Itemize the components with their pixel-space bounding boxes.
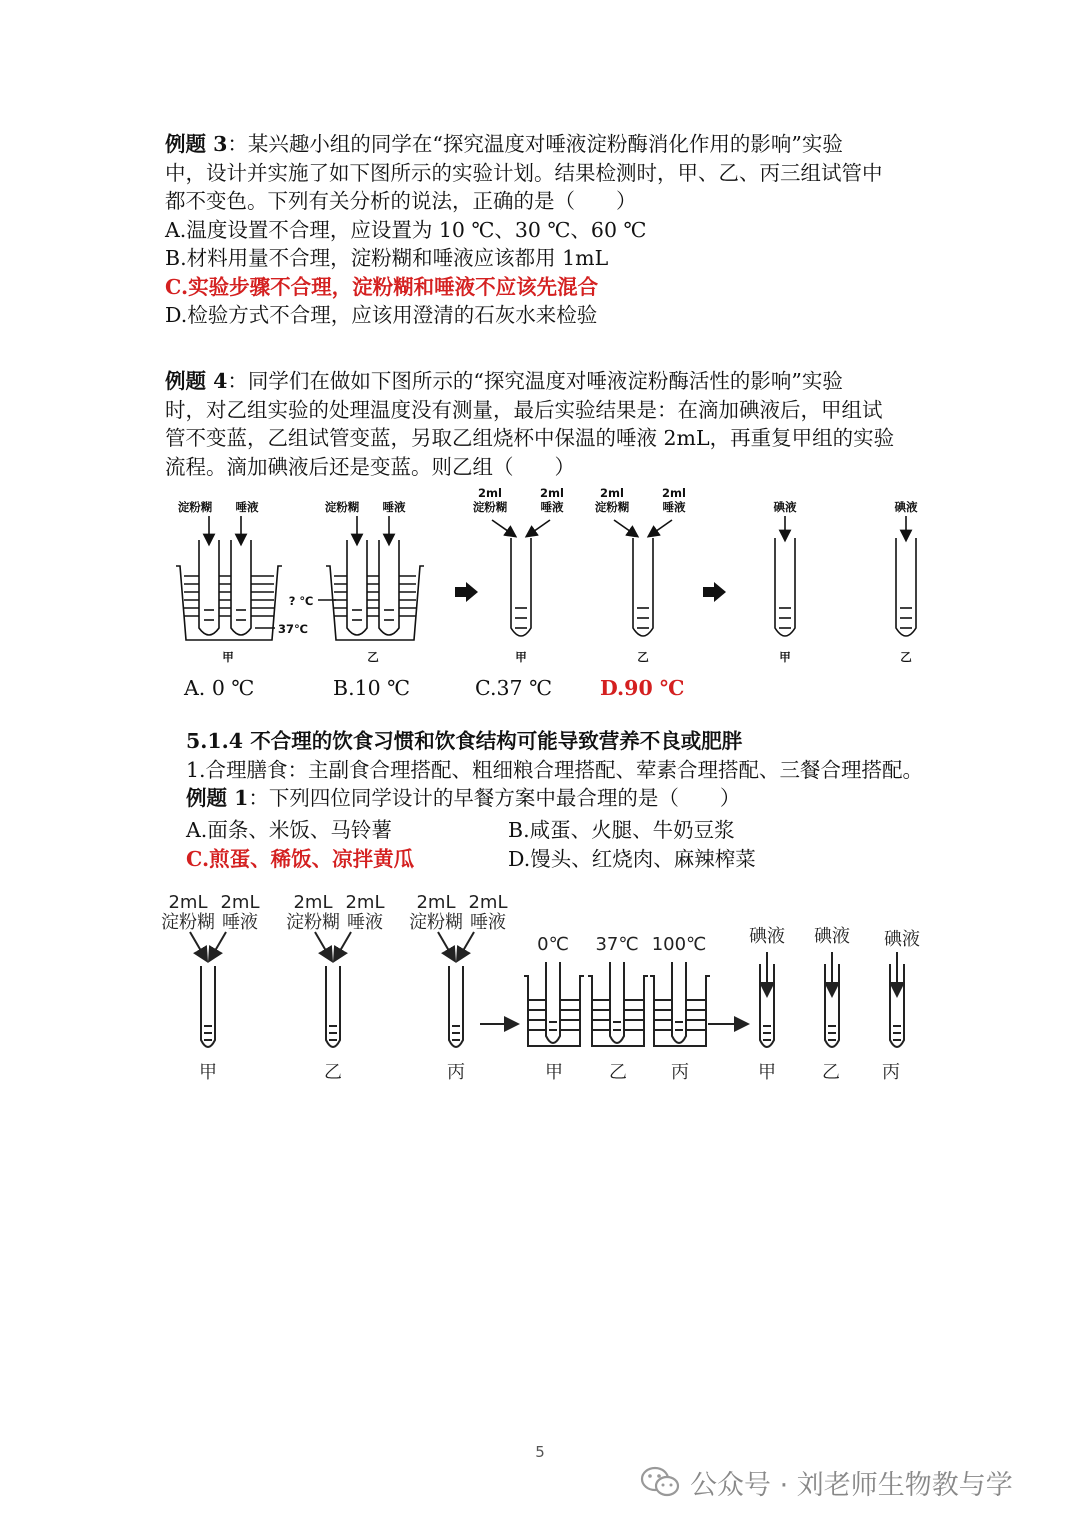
- fig2-starch-1: 淀粉糊: [161, 912, 215, 933]
- example4-line-4: 流程。滴加碘液后还是变蓝。则乙组（ ）: [165, 454, 575, 479]
- example1-option-a: A.面条、米饭、马铃薯: [186, 818, 392, 842]
- fig2-ml-1: 2mL: [168, 892, 208, 913]
- fig2-temp-100: 100℃: [651, 934, 707, 955]
- fig1-label-ml-3: 2ml: [600, 486, 624, 500]
- example3-line-3: 都不变色。下列有关分析的说法，正确的是（ ）: [165, 189, 637, 213]
- example4-line-1: 例题 4：同学们在做如下图所示的“探究温度对唾液淀粉酶活性的影响”实验: [165, 369, 843, 393]
- fig2-iodine-1: 碘液: [749, 926, 785, 947]
- fig1-temp-37: 37℃: [278, 622, 308, 636]
- fig2-label-jia-3: 甲: [758, 1062, 776, 1083]
- fig2-label-jia-1: 甲: [199, 1062, 217, 1083]
- example3-option-a: A.温度设置不合理，应设置为 10 ℃、30 ℃、60 ℃: [165, 217, 647, 242]
- fig2-saliva-2: 唾液: [347, 912, 383, 933]
- fig2-ml-6: 2mL: [468, 892, 508, 913]
- example3-line-1: 例题 3：某兴趣小组的同学在“探究温度对唾液淀粉酶消化作用的影响”实验: [165, 132, 843, 156]
- example3-option-c-answer: C.实验步骤不合理，淀粉糊和唾液不应该先混合: [165, 274, 599, 299]
- fig1-label-ml-4: 2ml: [662, 486, 686, 500]
- section-point-1: 1.合理膳食：主副食合理搭配、粗细粮合理搭配、荤素合理搭配、三餐合理搭配。: [186, 757, 924, 782]
- fig1-group-yi-2: 乙: [637, 650, 649, 664]
- fig1-label-saliva-2: 唾液: [382, 500, 406, 514]
- fig1-label-starch-1: 淀粉糊: [177, 500, 213, 514]
- example1-option-c-answer: C.煎蛋、稀饭、凉拌黄瓜: [186, 847, 415, 871]
- fig2-ml-4: 2mL: [345, 892, 385, 913]
- example4-line-3: 管不变蓝，乙组试管变蓝，另取乙组烧杯中保温的唾液 2mL，再重复甲组的实验: [165, 426, 895, 450]
- example1-line: 例题 1：下列四位同学设计的早餐方案中最合理的是（ ）: [186, 786, 741, 810]
- fig1-label-iodine-2: 碘液: [894, 500, 918, 514]
- fig2-iodine-2: 碘液: [814, 926, 850, 947]
- fig2-ml-5: 2mL: [416, 892, 456, 913]
- watermark-text: 公众号 · 刘老师生物教与学: [690, 1469, 1013, 1501]
- fig2-label-jia-2: 甲: [545, 1062, 563, 1083]
- fig1-label-ml-2: 2ml: [540, 486, 564, 500]
- fig2-temp-0: 0℃: [537, 934, 569, 955]
- example1-option-d: D.馒头、红烧肉、麻辣榨菜: [508, 847, 756, 871]
- fig2-iodine-3: 碘液: [884, 929, 920, 950]
- example3-label: 例题 3: [165, 132, 228, 156]
- example4-option-b: B.10 ℃: [333, 676, 411, 700]
- fig1-group-jia-2: 甲: [515, 650, 527, 664]
- example4-label: 例题 4: [165, 369, 228, 393]
- fig2-saliva-3: 唾液: [470, 912, 506, 933]
- fig1-temp-unknown: ? ℃: [288, 594, 314, 608]
- fig2-label-yi-1: 乙: [324, 1062, 342, 1083]
- fig2-ml-3: 2mL: [293, 892, 333, 913]
- watermark: [640, 1460, 1013, 1504]
- fig2-tube-jia: [201, 966, 215, 1047]
- section-heading: 5.1.4 不合理的饮食习惯和饮食结构可能导致营养不良或肥胖: [186, 729, 743, 753]
- example4-option-a: A. 0 ℃: [184, 676, 255, 700]
- fig1-label-saliva-3: 唾液: [540, 500, 564, 514]
- example4-line-2: 时，对乙组实验的处理温度没有测量，最后实验结果是：在滴加碘液后，甲组试: [165, 397, 883, 422]
- example4-option-c: C.37 ℃: [475, 676, 553, 700]
- fig2-label-yi-3: 乙: [822, 1062, 840, 1083]
- fig1-group-jia-3: 甲: [779, 650, 791, 664]
- page-number: 5: [535, 1443, 545, 1461]
- fig2-tube-bing: [449, 966, 463, 1047]
- fig2-starch-3: 淀粉糊: [409, 912, 463, 933]
- example4-option-d-answer: D.90 ℃: [600, 676, 685, 700]
- fig2-label-bing-3: 丙: [882, 1062, 900, 1083]
- fig2-temp-37: 37℃: [595, 934, 639, 955]
- fig2-saliva-1: 唾液: [222, 912, 258, 933]
- fig2-label-bing-1: 丙: [447, 1062, 465, 1083]
- fig1-label-iodine-1: 碘液: [773, 500, 797, 514]
- fig2-label-bing-2: 丙: [671, 1062, 689, 1083]
- fig1-label-saliva-1: 唾液: [235, 500, 259, 514]
- example3-line-2: 中，设计并实施了如下图所示的实验计划。结果检测时，甲、乙、丙三组试管中: [165, 160, 883, 185]
- fig1-label-starch-3: 淀粉糊: [472, 500, 508, 514]
- fig1-group-yi-1: 乙: [367, 650, 379, 664]
- fig1-group-jia-1: 甲: [222, 650, 234, 664]
- fig1-label-ml-1: 2ml: [478, 486, 502, 500]
- fig1-label-starch-4: 淀粉糊: [594, 500, 630, 514]
- example3-option-d: D.检验方式不合理，应该用澄清的石灰水来检验: [165, 303, 598, 327]
- fig2-starch-2: 淀粉糊: [286, 912, 340, 933]
- fig2-tube-yi: [326, 966, 340, 1047]
- fig1-label-starch-2: 淀粉糊: [324, 500, 360, 514]
- fig2-label-yi-2: 乙: [609, 1062, 627, 1083]
- example1-label: 例题 1: [186, 786, 249, 810]
- example3-option-b: B.材料用量不合理，淀粉糊和唾液应该都用 1mL: [165, 246, 609, 270]
- example1-option-b: B.咸蛋、火腿、牛奶豆浆: [508, 818, 735, 842]
- fig1-label-saliva-4: 唾液: [662, 500, 686, 514]
- fig2-ml-2: 2mL: [220, 892, 260, 913]
- wechat-icon: [640, 1465, 680, 1499]
- fig1-group-yi-3: 乙: [900, 650, 912, 664]
